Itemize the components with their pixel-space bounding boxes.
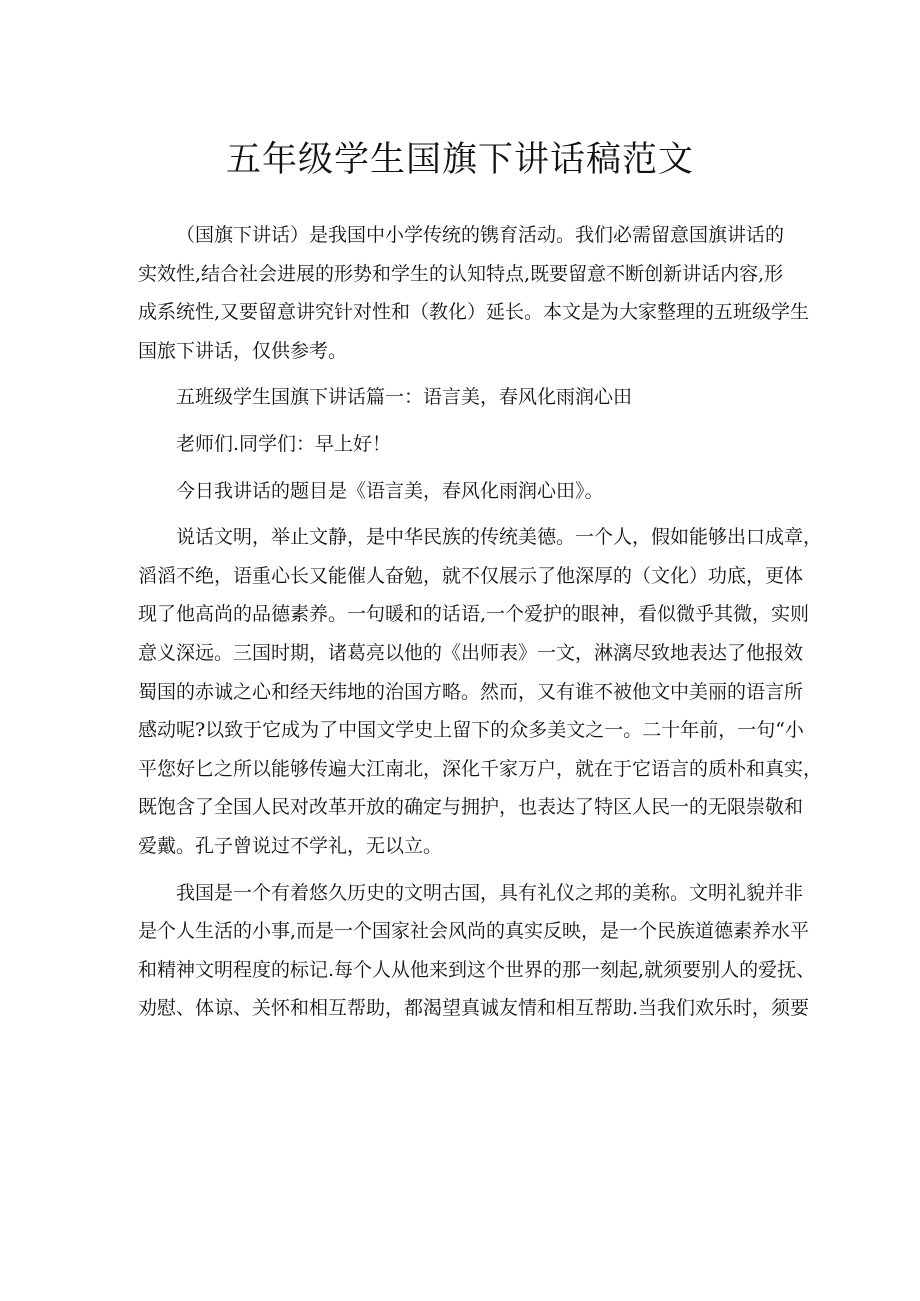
text-line: 劝慰、体谅、关怀和相互帮助，都渴望真诚友情和相互帮助.当我们欢乐时，须要 (138, 997, 810, 1020)
paragraph-topic (138, 472, 790, 511)
text-line: 是个人生活的小事,而是一个国家社会风尚的真实反映，是一个民族道德素养水平 (138, 920, 810, 943)
text-line: 说话文明，举止文静，是中华民族的传统美德。一个人，假如能够出口成章， (176, 526, 823, 549)
text-line: 和精神文明程度的标记.每个人从他来到这个世界的那一刻起,就须要别人的爱抚、 (138, 958, 816, 981)
text-line: 五班级学生国旗下讲话篇一：语言美，春风化雨润心田 (176, 386, 633, 409)
text-line: 老师们.同学们：早上好！ (176, 432, 392, 455)
text-line: 意义深远。三国时期，诸葛亮以他的《出师表》一文，淋漓尽致地表达了他报效 (138, 641, 804, 664)
text-line: 既饱含了全国人民对改革开放的确定与拥护，也表达了特区人民一的无限崇敬和 (138, 796, 804, 819)
text-line: 滔滔不绝，语重心长又能催人奋勉，就不仅展示了他深厚的（文化）功底，更体 (138, 564, 804, 587)
paragraph-civility (138, 518, 823, 865)
text-line: （国旗下讲话）是我国中小学传统的镌育活动。我们必需留意国旗讲话的 (176, 224, 785, 246)
text-line: 实效性,结合社会进展的形势和学生的认知特点,既要留意不断创新讲话内容,形 (138, 262, 784, 285)
text-line: 平您好匕之所以能够传遍大江南北，深化千家万户，就在于它语言的质朴和真实， (138, 757, 823, 780)
paragraph-greeting (138, 425, 790, 464)
document-title: 五年级学生国旗下讲话稿范文 (225, 140, 694, 180)
text-line: 蜀国的赤诚之心和经天纬地的治国方略。然而，又有谁不被他文中美丽的语言所 (138, 680, 804, 703)
paragraph-heading (138, 378, 790, 417)
text-line: 国旅下讲话，仅供参考。 (138, 339, 348, 362)
text-line: 爱戴。孔子曾说过不学礼，无以立。 (138, 834, 443, 857)
text-line: 今日我讲话的题目是《语言美，春风化雨润心田》。 (176, 479, 604, 502)
document-body (138, 216, 823, 1028)
paragraph-etiquette (138, 874, 816, 1028)
text-line: 现了他高尚的品德素养。一句暖和的话语,一个爱护的眼神，看似微乎其微，实则 (138, 603, 810, 626)
text-line: 我国是一个有着悠久历史的文明古国，具有礼仪之邦的美称。文明礼貌并非 (176, 881, 804, 904)
paragraph-intro (138, 216, 810, 370)
text-line: 成系统性,又要留意讲究针对性和（教化）延长。本文是为大家整理的五班级学生 (138, 301, 810, 324)
text-line: 感动呢?以致于它成为了中国文学史上留下的众多美文之一。二十年前，一句“小 (138, 719, 804, 742)
